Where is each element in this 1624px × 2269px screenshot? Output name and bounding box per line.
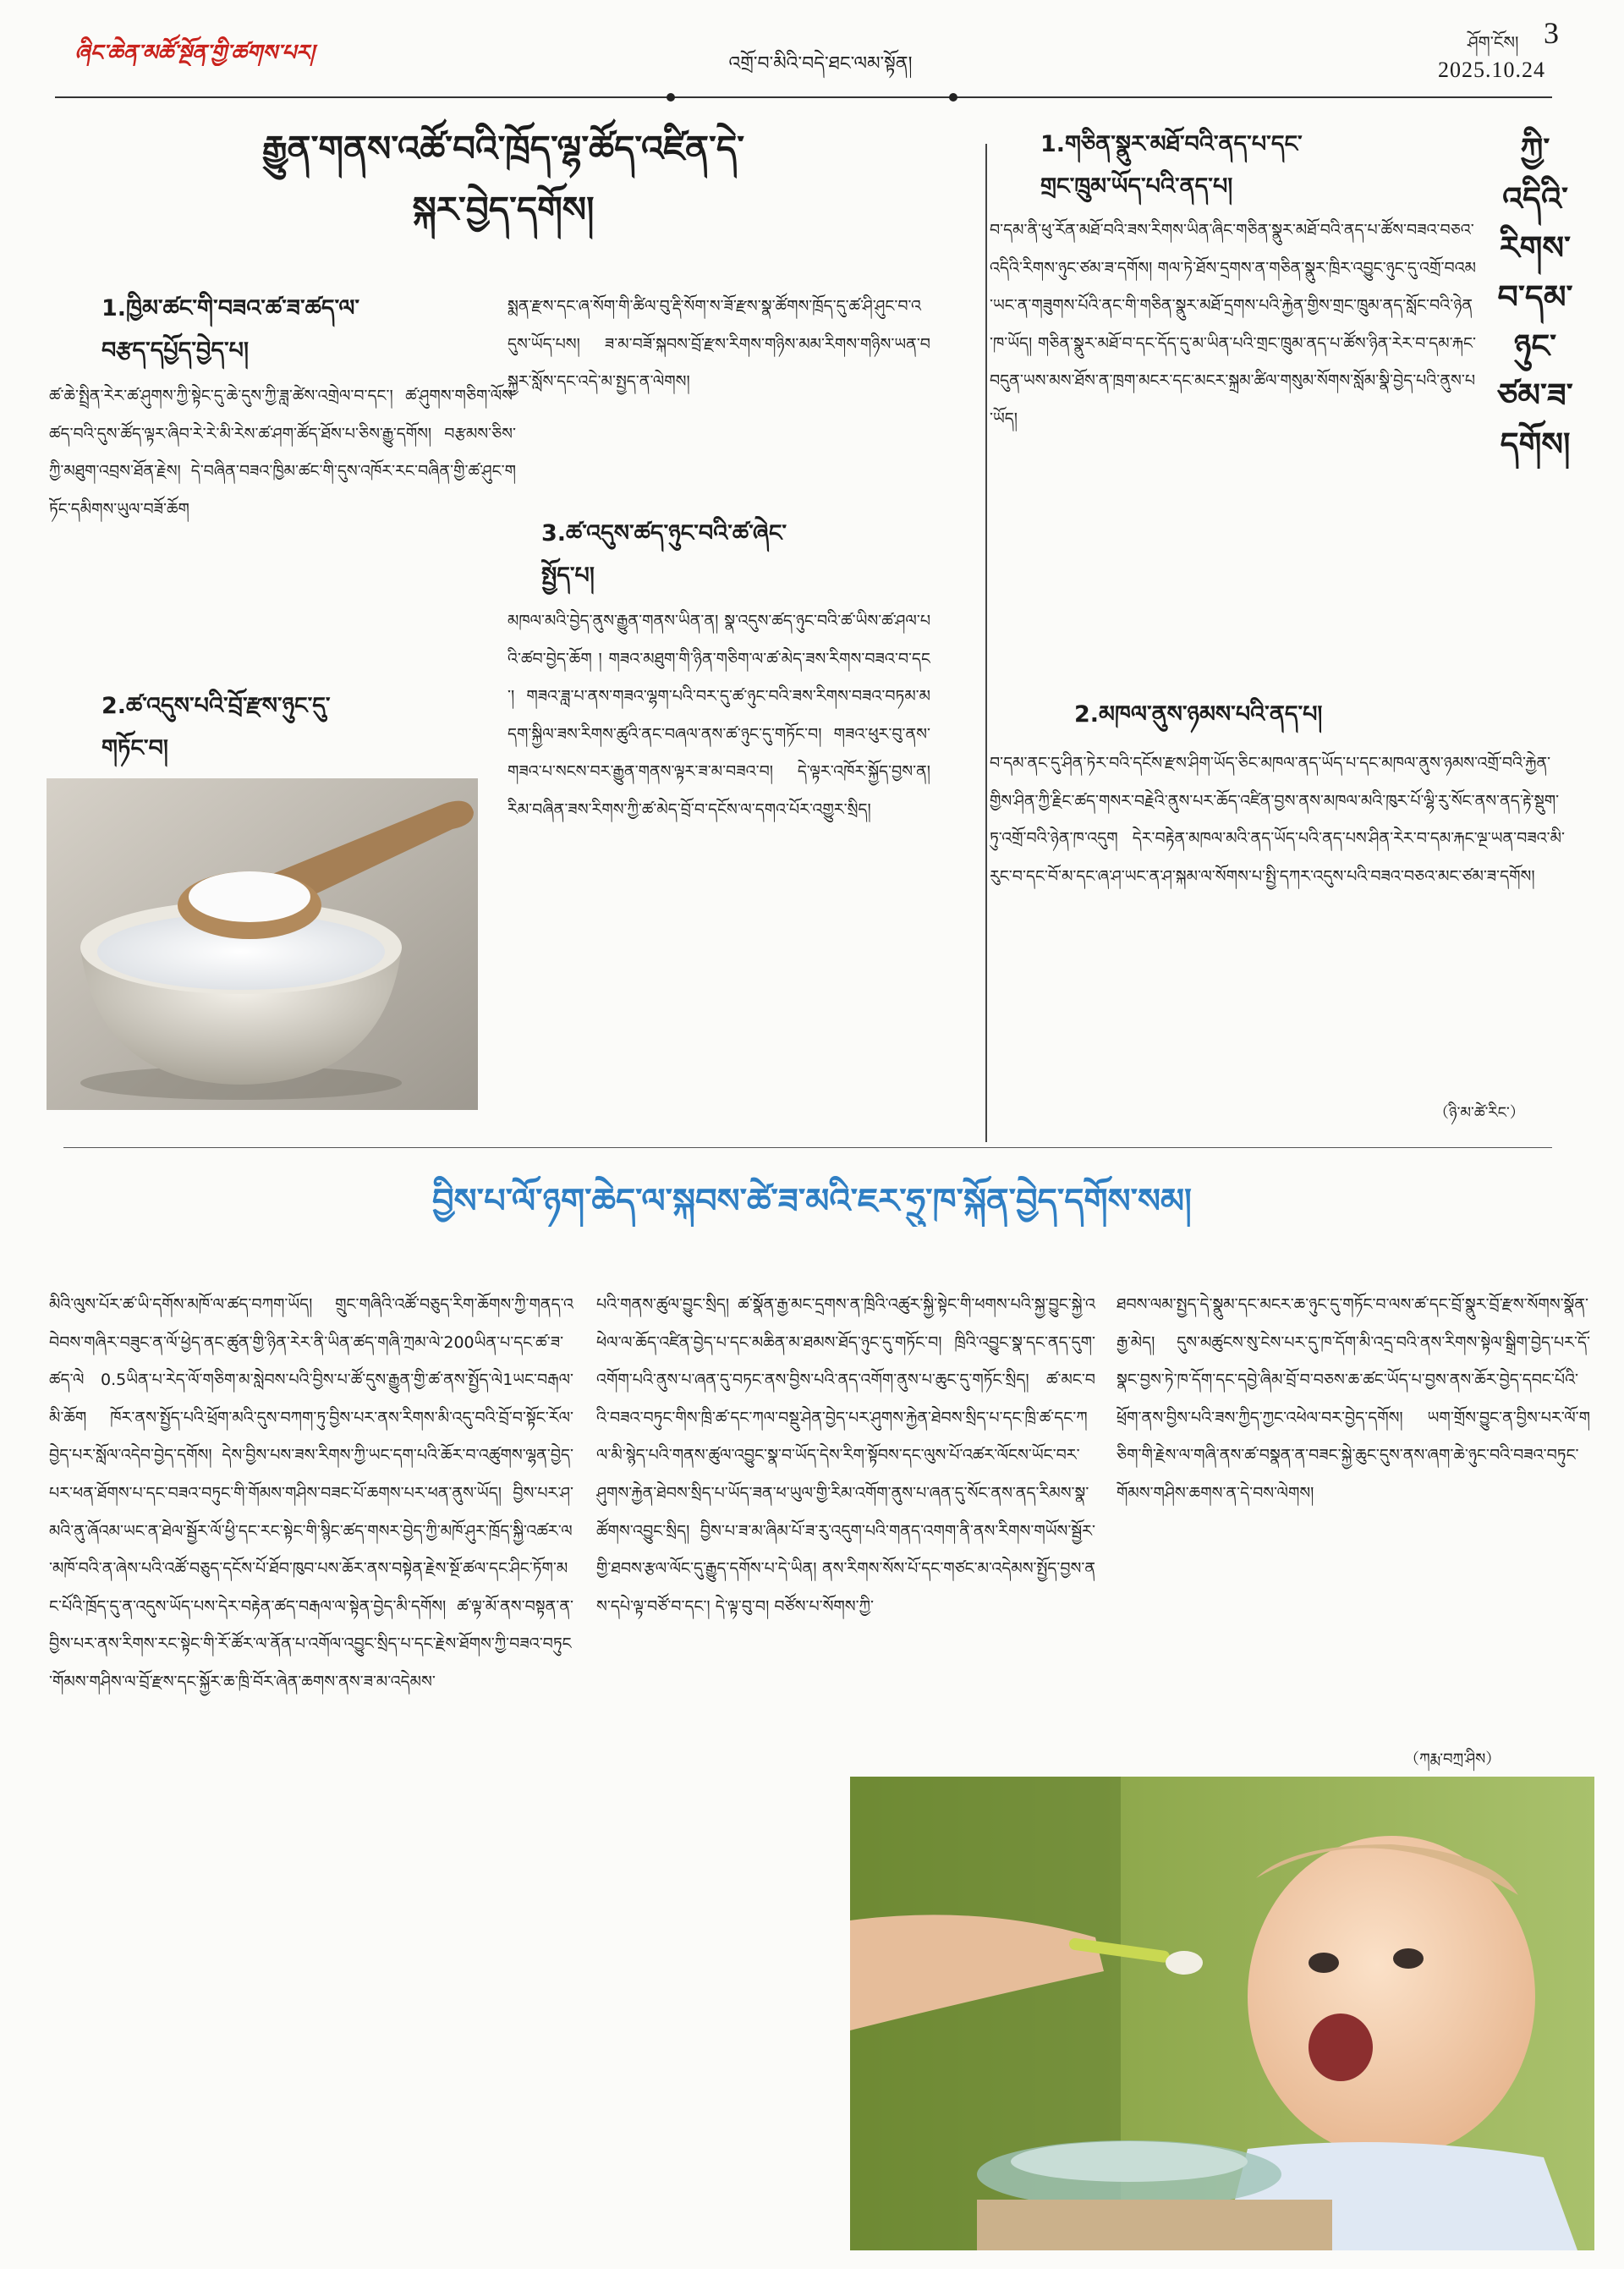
section-heading — [102, 288, 491, 372]
section-heading — [541, 513, 930, 597]
side-title-line: འདིའི་ — [1502, 180, 1568, 217]
article-paragraph: མིའི་ལུས་པོར་ཚ་ཡི་དགོས་མཁོ་ལ་ཚད་བཀག་ཡོད། གྲུང་གཞིའི་འཚོ་བཅུད་རིག་ཆོགས་ཀྱི་གནད་འབེབས་གཞིར་བཟུང་ན་ལོ་ཕྱེད་ནང་ཚུན་གྱི་ཉིན་རེར་ནི་ཡིན་ཚད་གཞི་ཀྲམ་ལེ་200ཡིན་པ་དང་ཚ་ཟ་ཚད་ལེ 0.5ཡིན་པ་རེད་ལོ་གཅིག་མ་སླེབས་པའི་བྱིས་པ་ཚོ་དུས་རྒྱུན་གྱི་ཚ་ནས་སྤྱོད་ལེ1ཡང་བརྒལ་མི་ཆོག ཁོར་ནས་སྤྱོད་པའི་ཕྲོག་མའི་དུས་བཀག་ཏུ་བྱིས་པར་ནས་རིགས་མི་འདུ་བའི་བྲོ་བ་སྟོང་རོལ་བྱེད་པར་སློལ་འདེབ་བྱེད་དགོས། དེས་བྱིས་པས་ཟས་རིགས་ཀྱི་ཡང་དག་པའི་ཆོར་བ་འཚུགས་ལྷན་བྱེད་པར་ཕན་ཐོགས་པ་དང་བཟའ་བཏུང་གི་གོམས་གཤིས་བཟང་པོ་ཆགས་པར་ཕན་ནུས་ཡོད། བྱིས་པར་ཤ་མའི་ནུ་ཞོའམ་ཡང་ན་ཐེལ་སྦྱོར་ལོ་ཕྱི་དང་རང་སྟེང་གི་སྙིང་ཚད་གསར་བྱེད་ཀྱི་མཁོ་ཤུར་ཁྲོད་སྐྱི་འཚར་ལ་མཁོ་བའི་ན་ཞེས་པའི་འཚོ་བཅུད་དངོས་པོ་ཐོབ་ཁུབ་པས་ཆོར་ནས་བསྟེན་རྗེས་སྔོ་ཚལ་དང་ཤིང་ཏོག་མང་པོའི་ཁྲོད་དུ་ན་འདུས་ཡོད་པས་དེར་བརྟེན་ཚད་བརྒལ་ལ་སྟེན་བྱེད་མི་དགོས། ཚ་ལྟ་མོ་ནས་བསྟན་ན་བྱིས་པར་ནས་རིགས་རང་སྟེང་གི་རོ་ཚོར་ལ་ནོན་པ་འགོལ་འབྱུང་སྲིད་པ་དང་རྗེས་ཐོགས་ཀྱི་བཟའ་བཏུང་གོམས་གཤིས་ལ་བྲོ་རྫས་དང་སྐྱོར་ཆ་ཁྲི་བོར་ཞེན་ཆགས་ནས་ཟ་མ་འདེམས་ — [49, 1295, 573, 1691]
article-paragraph: པའི་གནས་ཚུལ་བྱུང་སྲིད། ཚ་སྣོན་རྒྱ་མང་དྲགས་ན་ཁྲིའི་འཚུར་སྐྱི་སྟེང་གི་ཕགས་པའི་སྐྱ་བྱུང་སྐྱེ་འཕེལ་ལ་ཆོད་འཛིན་བྱེད་པ་དང་མཆིན་མ་ཐམས་ཐོད་ཉུང་དུ་གཏོང་བ། ཁྲིའི་འབྱུང་སྣ་དང་ནད་དུག་འགོག་པའི་ནུས་པ་ཞན་དུ་བཏང་ནས་བྱིས་པའི་ནད་འགོག་ནུས་པ་ཆུང་དུ་གཏོང་སྲིད། ཚ་མང་བའི་བཟའ་བཏུང་གིས་ཁྲི་ཚ་དང་ཀལ་བསྡུ་ཤེན་བྱེད་པར་ཤུགས་རྐྱེན་ཐེབས་སྲིད་པ་དང་ཁྲི་ཚ་དང་ཀལ་མི་སྙེད་པའི་གནས་ཚུལ་འབྱུང་སྣ་བ་ཡོད་དེས་རིག་སྟོབས་དང་ལུས་པོ་འཚར་ལོངས་ཡོང་བར་ཤུགས་རྐྱེན་ཐེབས་སྲིད་པ་ཡོད་ཟན་ཕ་ཡུལ་གྱི་རིམ་འགོག་ནུས་པ་ཞན་དུ་སོང་ནས་ནད་རིམས་སྣ་ཚོགས་འབྱུང་སྲིད། བྱིས་པ་ཟ་མ་ཞིམ་པོ་ཟ་རུ་འདུག་པའི་གནད་འགག་ནི་ནས་རིགས་གཡོས་སྦྱོར་གྱི་ཐབས་རྩལ་ལོང་དུ་རྒྱུད་དགོས་པ་དེ་ཡིན། ནས་རིགས་སོས་པོ་དང་གཙང་མ་འདེམས་སྤྱོད་བྱས་ནས་དཔེ་ལྟ་བཙོ་བ་དང་། དེ་ལྟ་བུ་བ། བཙོས་པ་སོགས་ཀྱི་ — [596, 1295, 1095, 1616]
side-title-line: རིགས་ — [1499, 229, 1572, 266]
section-heading-line: སྤྱོད་པ། — [541, 563, 595, 589]
page-label: ཤོག་ངོས། — [1468, 32, 1519, 52]
article-byline: （ཀརྨ་བཀྲ་ཤིས） — [1404, 1750, 1501, 1768]
section-heading — [1040, 124, 1489, 208]
section-heading-line: གྲང་ཁྲུམ་ཡོད་པའི་ནད་པ། — [1040, 173, 1233, 200]
column-divider — [985, 144, 987, 1142]
article-title-line1: རྒྱུན་གནས་འཚོ་བའི་ཁྲོད་ལྷ་ཚོད་འཛིན་དེ་ — [261, 128, 745, 169]
article-paragraph: ཐབས་ལམ་སྤྱད་དེ་སྣུམ་དང་མངར་ཆ་ཉུང་དུ་གཏོང་བ་ལས་ཚ་དང་བྲོ་སྣུར་བྲོ་རྫས་སོགས་སྣོན་རྒྱ་མེད། དུས་མཚུངས་སུ་ངེས་པར་དུ་ཁ་དོག་མི་འདྲ་བའི་ནས་རིགས་སྟེལ་སྒྲིག་བྱེད་པར་དོ་སྣང་བྱས་ཏེ་ཁ་དོག་དང་དབྱེ་ཞིམ་བྲོ་བ་བཅས་ཆ་ཚང་ཡོད་པ་བྱས་ནས་ཆོར་བྱེད་དབང་པོའི་ཕྲོག་ནས་བྱིས་པའི་ཟས་ཀྱིད་ཀྱང་འཕེལ་བར་བྱེད་དགོས། ཡག་གྲོས་བྱུང་ན་བྱིས་པར་ལོ་གཅིག་གི་རྗེས་ལ་གཞི་ནས་ཚ་བསྣན་ན་བཟང་སྐྱེ་ཆུང་དུས་ནས་ཞག་ཆེ་ཉུང་བའི་བཟའ་བཏུང་གོམས་གཤིས་ཆགས་ན་དེ་བས་ལེགས། — [1116, 1295, 1590, 1503]
article-paragraph: བ་དམ་ནང་དུ་ཤིན་ཏེར་བའི་དངོས་རྫས་ཤིག་ཡོད་ཅིང་མཁལ་ནད་ཡོད་པ་དང་མཁལ་ནུས་ཉམས་འགྲོ་བའི་རྐྱེན་གྱིས་ཤིན་ཀྱི་རྗིང་ཚད་གསར་བརྗེའི་ནུས་པར་ཆོད་འཛིན་བྱས་ནས་མཁལ་མའི་ཁུར་པོ་ལྷི་རུ་སོང་ནས་ནད་རྟེ་སྡུག་ཏུ་འགྲོ་བའི་ཉེན་ཁ་འདུག དེར་བརྟེན་མཁལ་མའི་ནད་ཡོད་པའི་ནད་པས་ཤིན་རེར་བ་དམ་རྐང་ལྔ་ཡན་བཟའ་མི་རུང་བ་དང་བོ་མ་དང་ཞ་ཤ་ཡང་ན་ཤ་སྐམ་ལ་སོགས་པ་སྤྱི་དཀར་འདུས་པའི་བཟའ་བཅའ་མང་ཙམ་ཟ་དགོས། — [990, 754, 1565, 886]
header-rule-dot — [949, 93, 957, 102]
baby-feeding-illustration — [850, 1777, 1594, 2250]
section-heading-line: 3.ཚ་འདུས་ཚད་ཉུང་བའི་ཚ་ཞེང་ — [541, 520, 787, 547]
article-byline: （ཉི་མ་ཚེ་རིང་） — [1434, 1104, 1525, 1122]
side-title-line: ཉུང་ — [1513, 327, 1557, 365]
salt-bowl-illustration — [47, 778, 478, 1110]
baby-feeding-photo — [850, 1777, 1594, 2250]
article-paragraph-continuation — [596, 1726, 842, 2250]
article-paragraph: བ་དམ་ནི་ཕུ་རོན་མཐོ་བའི་ཟས་རིགས་ཡིན་ཞིང་གཅིན་སྣུར་མཐོ་བའི་ནད་པ་ཚོས་བཟའ་བཅའ་འདིའི་རིགས་ཉུང་ཙམ་ཟ་དགོས། གལ་ཏེ་ཐོས་དྲགས་ན་གཅིན་སྣུར་ཁྲིར་འབྱུང་ཉུང་དུ་འགྲོ་བའམ་ཡང་ན་གཟུགས་པོའི་ནང་གི་གཅིན་སྣུར་མཐོ་དྲགས་པའི་རྐྱེན་གྱིས་གྲང་ཁྲུམ་ནད་སློང་བའི་ཉེན་ཁ་ཡོད། གཅིན་སྣུར་མཐོ་བ་དང་དོད་དུ་མ་ཡིན་པའི་གྲང་ཁྲུམ་ནད་པ་ཚོས་ཉིན་རེར་བ་དམ་རྐང་བདུན་ཡས་མས་ཐོས་ན་ཁྲག་མངར་དང་མངར་སྐྲམ་ཚིལ་གསུམ་སོགས་སློམ་སྣི་བྱེད་པའི་ནུས་པ་ཡོད། — [990, 221, 1476, 428]
side-title-line: བ་དམ་ — [1497, 278, 1573, 316]
section-heading-line: 1.གཅིན་སྣུར་མཐོ་བའི་ནད་པ་དང་ — [1040, 131, 1303, 157]
article-title — [127, 118, 880, 240]
article-paragraph: ཚ་ཆེ་སྤྲིན་རེར་ཚ་ཤུགས་ཀྱི་སྟེང་དུ་ཆེ་དུས་ཀྱི་ཟླ་ཚེས་འགྲེལ་བ་དང་། ཚ་ཤུགས་གཅིག་ལོས་ཚད་བའི་དུས་ཚོད་ལྟར་ཞིབ་རེ་རེ་མི་རེས་ཚ་ཤག་ཚོད་ཐོས་པ་ཅིས་རྒྱུ་དགོས། བརྩམས་ཅིས་ཀྱི་མཐུག་འབྲས་ཐོན་རྗེས། དེ་བཞིན་བཟའ་ཁྱིམ་ཚང་གི་དུས་འཁོར་རང་བཞིན་གྱི་ཚ་ཤུང་གཏོང་དམིགས་ཡུལ་བཟོ་ཆོག — [49, 387, 516, 519]
section-heading — [102, 685, 491, 770]
page-number: 3 — [1544, 16, 1559, 50]
newspaper-masthead: ཞིང་ཆེན་མཚོ་སྔོན་གྱི་ཚགས་པར། — [74, 41, 315, 66]
side-title-line: ཙམ་ཟ་ — [1497, 376, 1573, 414]
section-heading-line: གཏོང་བ། — [102, 735, 168, 761]
section-heading-line: 2.ཚ་འདུས་པའི་བྲོ་རྫས་ཉུང་དུ་ — [102, 693, 331, 719]
section-heading-line: བརྩད་དཔྱོད་བྱེད་པ། — [102, 338, 249, 364]
section-heading-line: 1.ཁྱིམ་ཚང་གི་བཟའ་ཚ་ཟ་ཚད་ལ་ — [102, 295, 360, 321]
section-heading: 2.མཁལ་ནུས་ཉམས་པའི་ནད་པ། — [1074, 701, 1323, 728]
side-title-line: ཀྱི་ — [1520, 131, 1550, 168]
header-rule-dot — [667, 93, 675, 102]
article-paragraph: མཁལ་མའི་བྱེད་ནུས་རྒྱུན་གནས་ཡིན་ན། སྣ་འདུས་ཚད་ཉུང་བའི་ཚ་ཡིས་ཚ་ཤལ་པའི་ཚབ་བྱེད་ཆོག ། གཟའ་མཐུག་གི་ཉིན་གཅིག་ལ་ཚ་མེད་ཟས་རིགས་བཟའ་བ་དང་། གཟའ་ཟླ་པ་ནས་གཟའ་ལྷག་པའི་བར་དུ་ཚ་ཉུང་བའི་ཟས་རིགས་བཟའ་བཏམ་མདག་སྐྱིལ་ཟས་རིགས་ཚུའི་ནང་བཞལ་ནས་ཚ་ཉུང་དུ་གཏོང་བ། གཟའ་ཕུར་བུ་ནས་གཟའ་པ་སངས་བར་རྒྱུན་གནས་ལྟར་ཟ་མ་བཟའ་བ། དེ་ལྟར་འཁོར་སྐྱོད་བྱས་ན། རིམ་བཞིན་ཟས་རིགས་ཀྱི་ཚ་མེད་བྲོ་བ་དངོས་ལ་དགའ་པོར་འགྱུར་སྲིད། — [508, 612, 930, 819]
side-title-line: དགོས། — [1500, 426, 1571, 463]
side-title — [1480, 125, 1590, 469]
article-separator — [63, 1147, 1552, 1148]
salt-bowl-photo — [47, 778, 478, 1110]
article-title: བྱིས་པ་ལོ་ཉག་ཆེད་ལ་སྐབས་ཚེ་ཟ་མའི་ཇར་ཧྲུ་ཁ་སྐོན་བྱེད་དགོས་སམ། — [432, 1182, 1192, 1221]
header-rule — [55, 96, 1552, 98]
issue-date: 2025.10.24 — [1438, 58, 1545, 82]
page-slogan: འགྲོ་བ་མིའི་བདེ་ཐང་ལམ་སྟོན། — [728, 53, 913, 74]
article-title-line2: སྐར་བྱེད་དགོས། — [412, 189, 595, 230]
article-paragraph: སྨན་རྫས་དང་ཞ་སོག་གི་ཚིལ་བུ་རྡི་སོག་ས་ཟོ་རྫས་སྣ་ཚོགས་ཁྲོད་དུ་ཚ་ཤི་ཤུང་བ་འདུས་ཡོད་པས། ཟ་མ་བཟོ་སྐབས་བྲོ་རྫས་རིགས་གཉིས་མམ་རིགས་གཉིས་ཡན་བསྐྱར་སློས་དང་འདེ་མ་སྤྱད་ན་ལེགས། — [508, 297, 930, 392]
